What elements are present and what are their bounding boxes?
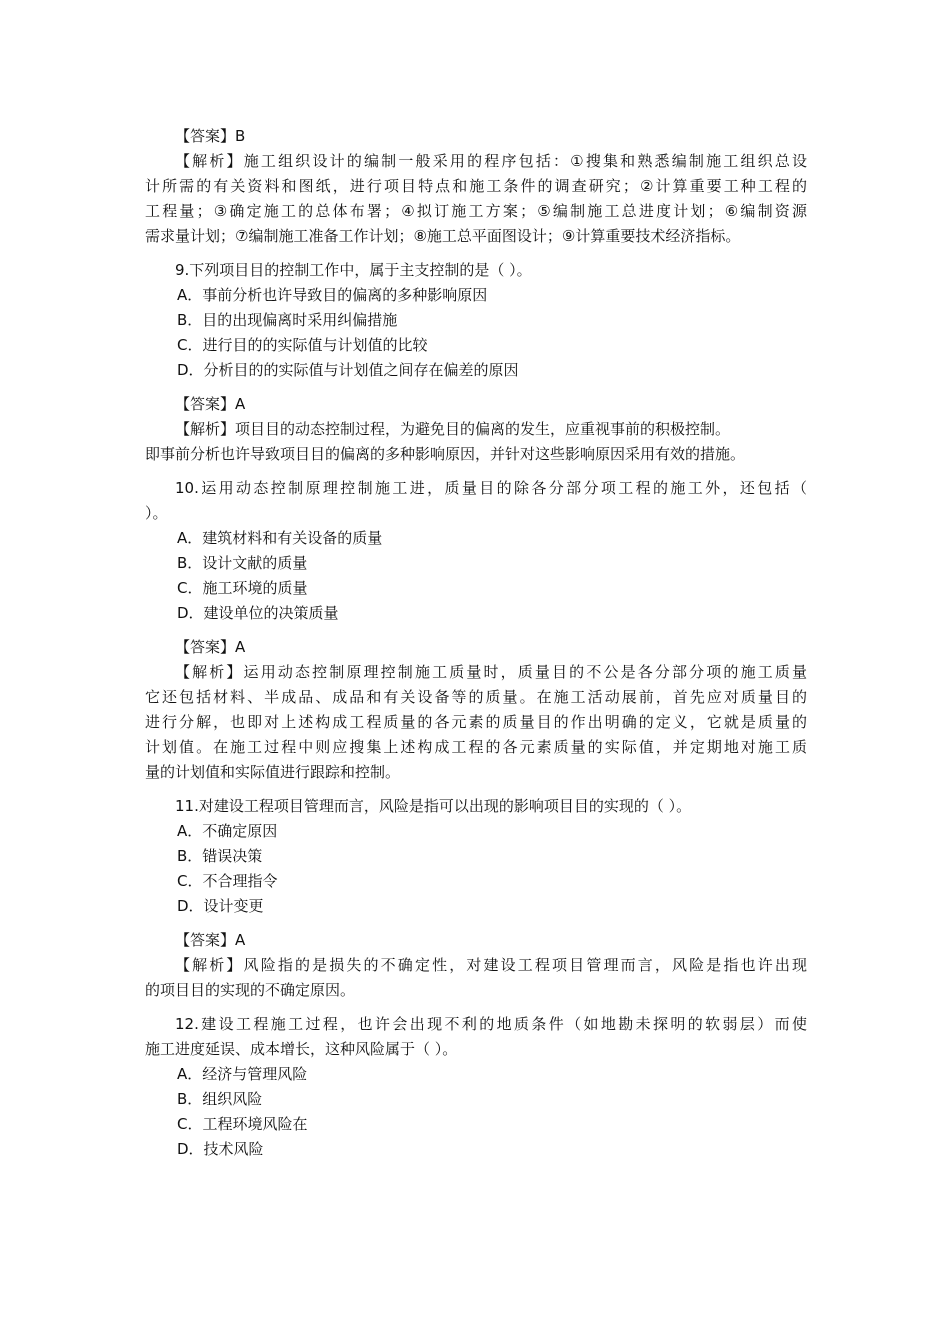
explanation-line: 【解析】施工组织设计的编制一般采用的程序包括：①搜集和熟悉编制施工组织总设 bbox=[175, 152, 807, 170]
option-d: D．技术风险 bbox=[177, 1140, 264, 1158]
option-b: B．目的出现偏离时采用纠偏措施 bbox=[177, 311, 398, 329]
question-9 bbox=[145, 258, 807, 383]
explanation-paragraph bbox=[145, 417, 807, 467]
answer-line: 【答案】A bbox=[175, 638, 246, 656]
option-c: C．不合理指令 bbox=[177, 872, 278, 890]
explanation-line: 即事前分析也许导致项目目的偏离的多种影响原因，并针对这些影响原因采用有效的措施。 bbox=[145, 445, 746, 463]
option-c: C．工程环境风险在 bbox=[177, 1115, 308, 1133]
question-stem: 11.对建设工程项目管理而言，风险是指可以出现的影响项目目的实现的（ ）。 bbox=[175, 797, 692, 815]
explanation-line: 它还包括材料、半成品、成品和有关设备等的质量。在施工活动展前，首先应对质量目的 bbox=[145, 688, 807, 706]
option-a: A．建筑材料和有关设备的质量 bbox=[177, 529, 383, 547]
option-a: A．事前分析也许导致目的偏离的多种影响原因 bbox=[177, 286, 488, 304]
explanation-line: 【解析】运用动态控制原理控制施工质量时，质量目的不公是各分部分项的施工质量 bbox=[175, 663, 807, 681]
option-d: D．建设单位的决策质量 bbox=[177, 604, 339, 622]
explanation-line: 进行分解，也即对上述构成工程质量的各元素的质量目的作出明确的定义，它就是质量的 bbox=[145, 713, 807, 731]
question-stem: 施工进度延误、成本增长，这种风险属于（ ）。 bbox=[145, 1040, 458, 1058]
option-b: B．错误决策 bbox=[177, 847, 263, 865]
explanation-line: 的项目目的实现的不确定原因。 bbox=[145, 981, 356, 999]
option-c: C．进行目的的实际值与计划值的比较 bbox=[177, 336, 428, 354]
explanation-line: 量的计划值和实际值进行跟踪和控制。 bbox=[145, 763, 401, 781]
document-page bbox=[145, 124, 807, 1162]
question-stem: 12.建设工程施工过程，也许会出现不利的地质条件（如地勘未探明的软弱层）而使 bbox=[175, 1015, 807, 1033]
question-11 bbox=[145, 794, 807, 919]
explanation-line: 工程量；③确定施工的总体布署；④拟订施工方案；⑤编制施工总进度计划；⑥编制资源 bbox=[145, 202, 807, 220]
explanation-line: 计所需的有关资料和图纸，进行项目特点和施工条件的调查研究；②计算重要工种工程的 bbox=[145, 177, 807, 195]
explanation-paragraph bbox=[145, 149, 807, 249]
answer-line: 【答案】B bbox=[175, 127, 246, 145]
explanation-line: 【解析】风险指的是损失的不确定性，对建设工程项目管理而言，风险是指也许出现 bbox=[175, 956, 807, 974]
question-12 bbox=[145, 1012, 807, 1162]
question-stem: ）。 bbox=[145, 504, 168, 522]
explanation-line: 计划值。在施工过程中则应搜集上述构成工程的各元素质量的实际值，并定期地对施工质 bbox=[145, 738, 807, 756]
option-a: A．经济与管理风险 bbox=[177, 1065, 308, 1083]
explanation-line: 【解析】项目目的动态控制过程，为避免目的偏离的发生，应重视事前的积极控制。 bbox=[175, 420, 731, 438]
answer-line: 【答案】A bbox=[175, 931, 246, 949]
option-d: D．分析目的的实际值与计划值之间存在偏差的原因 bbox=[177, 361, 519, 379]
explanation-paragraph bbox=[145, 660, 807, 785]
explanation-line: 需求量计划；⑦编制施工准备工作计划；⑧施工总平面图设计；⑨计算重要技术经济指标。 bbox=[145, 227, 741, 245]
option-a: A．不确定原因 bbox=[177, 822, 278, 840]
explanation-paragraph bbox=[145, 953, 807, 1003]
question-stem: 10.运用动态控制原理控制施工进，质量目的除各分部分项工程的施工外，还包括（ bbox=[175, 479, 807, 497]
question-stem: 9.下列项目目的控制工作中，属于主支控制的是（ ）。 bbox=[175, 261, 532, 279]
option-b: B．设计文献的质量 bbox=[177, 554, 308, 572]
option-b: B．组织风险 bbox=[177, 1090, 263, 1108]
question-10 bbox=[145, 476, 807, 626]
option-d: D．设计变更 bbox=[177, 897, 264, 915]
answer-line: 【答案】A bbox=[175, 395, 246, 413]
option-c: C．施工环境的质量 bbox=[177, 579, 308, 597]
